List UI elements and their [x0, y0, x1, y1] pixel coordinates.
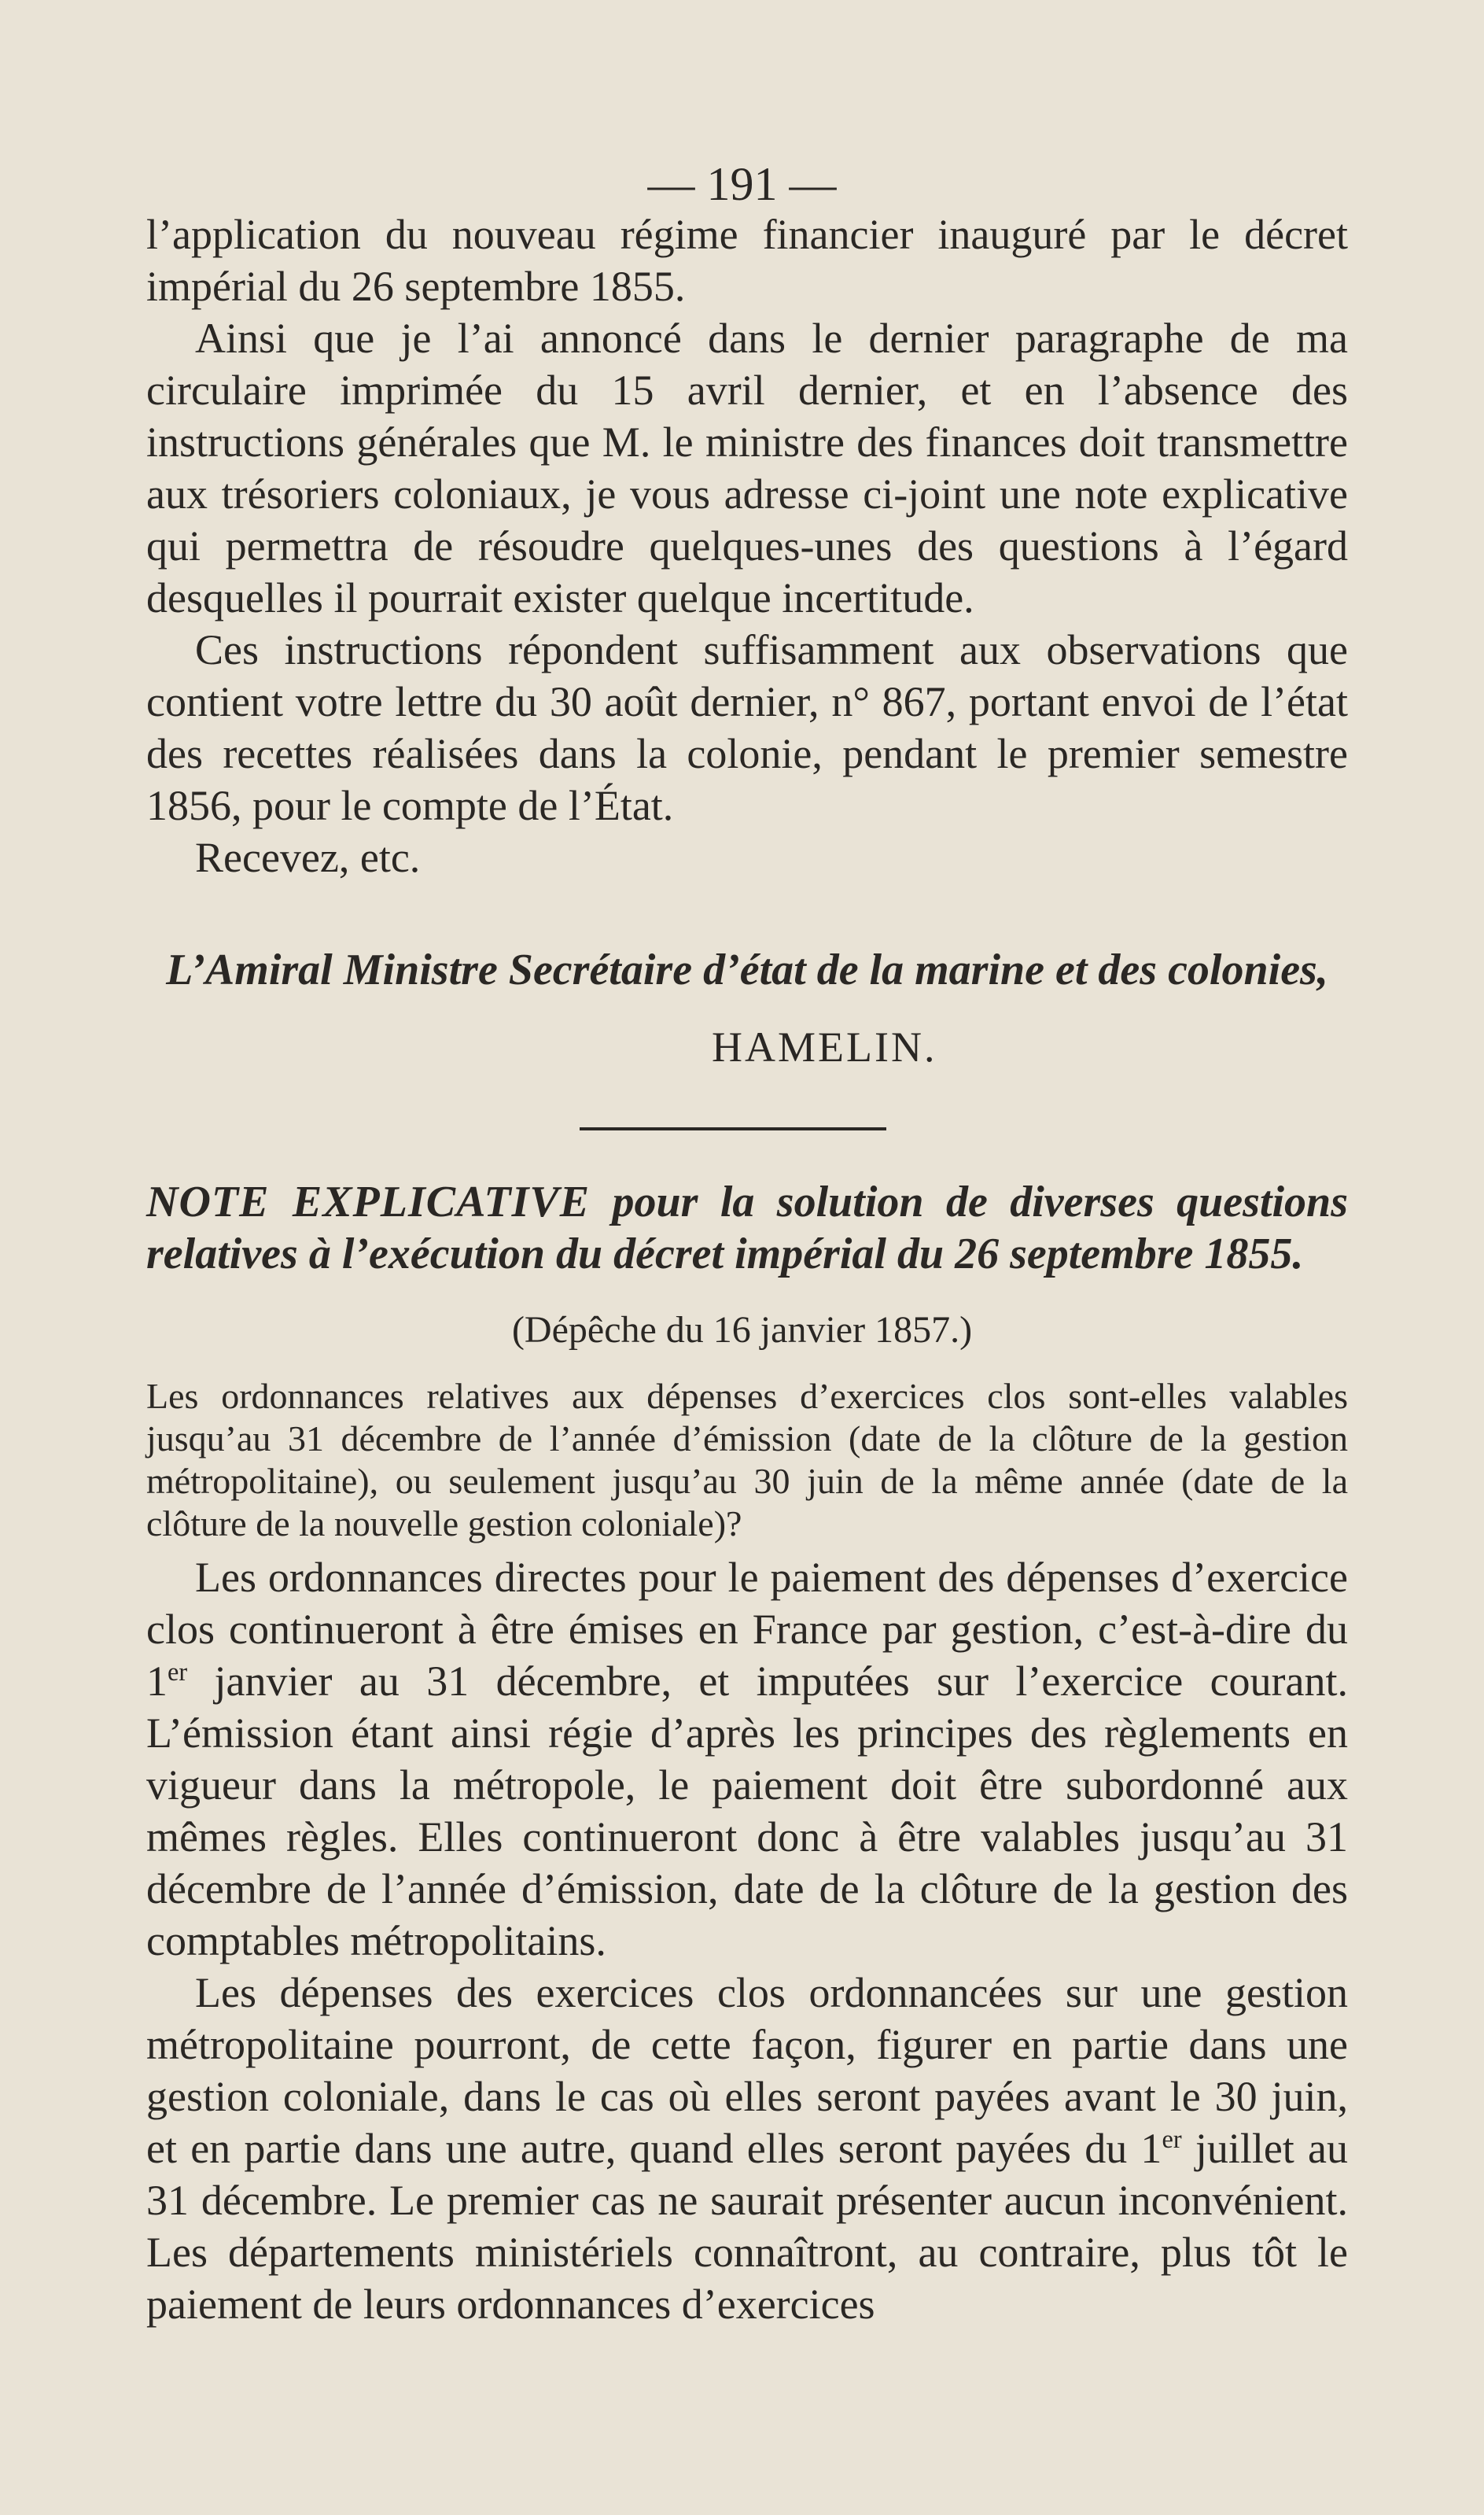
note-title-lead: NOTE EXPLICATIVE	[146, 1178, 591, 1226]
question: Les ordonnances relatives aux dépenses d’exercices clos sont-elles valables jusqu’au 31 décembre de l’année d’émission (date de la clôture de la gestion métropolitaine), ou seulement jusqu’au 30 juin de la même année (date de la clôture de la nouvelle gestion coloniale)?	[146, 1376, 1348, 1543]
page-number: — 191 —	[647, 158, 837, 210]
paragraph-instructions: Ces instructions répondent suffisamment aux observations que contient votre lettre du 30 août dernier, n° 867, portant envoi de l’état des recettes réalisées dans la colonie, pendant le premier semestre 1856, pour le compte de l’État.	[146, 626, 1348, 829]
signature-title: L’Amiral Ministre Secrétaire d’état de la marine et des colonies,	[166, 946, 1328, 994]
answer-paragraph-1: Les ordonnances directes pour le paiement des dépenses d’exercice clos continueront à être émises en France par gestion, c’est-à-dire du 1er janvier au 31 décembre, et imputées sur l’exercice courant. L’émission étant ainsi régie d’après les principes des règlements en vigueur dans la métropole, le paiement doit être subordonné aux mêmes règles. Elles continueront donc à être valables jusqu’au 31 décembre de l’année d’émission, date de la clôture de la gestion des comptables métropolitains.	[146, 1554, 1348, 1964]
letter-body	[146, 208, 1348, 883]
answer-body	[146, 1551, 1348, 2330]
note-title	[146, 1176, 1348, 1280]
paragraph-annonce: Ainsi que je l’ai annoncé dans le dernier paragraphe de ma circulaire imprimée du 15 avril dernier, et en l’absence des instructions générales que M. le ministre des finances doit transmettre aux trésoriers coloniaux, je vous adresse ci-joint une note explicative qui permettra de résoudre quelques-unes des questions à l’égard desquelles il pourrait exister quelque incertitude.	[146, 315, 1348, 621]
paragraph-recevez: Recevez, etc.	[195, 834, 421, 881]
answer-paragraph-2: Les dépenses des exercices clos ordonnancées sur une gestion métropolitaine pourront, de cette façon, figurer en partie dans une gestion coloniale, dans le cas où elles seront payées avant le 30 juin, et en partie dans une autre, quand elles seront payées du 1er juillet au 31 décembre. Le premier cas ne saurait présenter aucun inconvénient. Les départements ministériels connaîtront, au contraire, plus tôt le paiement de leurs ordonnances d’exercices	[146, 1969, 1348, 2328]
note-date: (Dépêche du 16 janvier 1857.)	[511, 1309, 973, 1351]
signature-name: HAMELIN.	[712, 1023, 937, 1071]
section-divider	[580, 1127, 886, 1130]
paragraph-continuation: l’application du nouveau régime financier inauguré par le décret impérial du 26 septembre 1855.	[146, 211, 1348, 310]
note-title-rest: pour la solution de diverses questions relatives à l’exécution du décret impérial du 26 septembre 1855.	[146, 1178, 1348, 1278]
